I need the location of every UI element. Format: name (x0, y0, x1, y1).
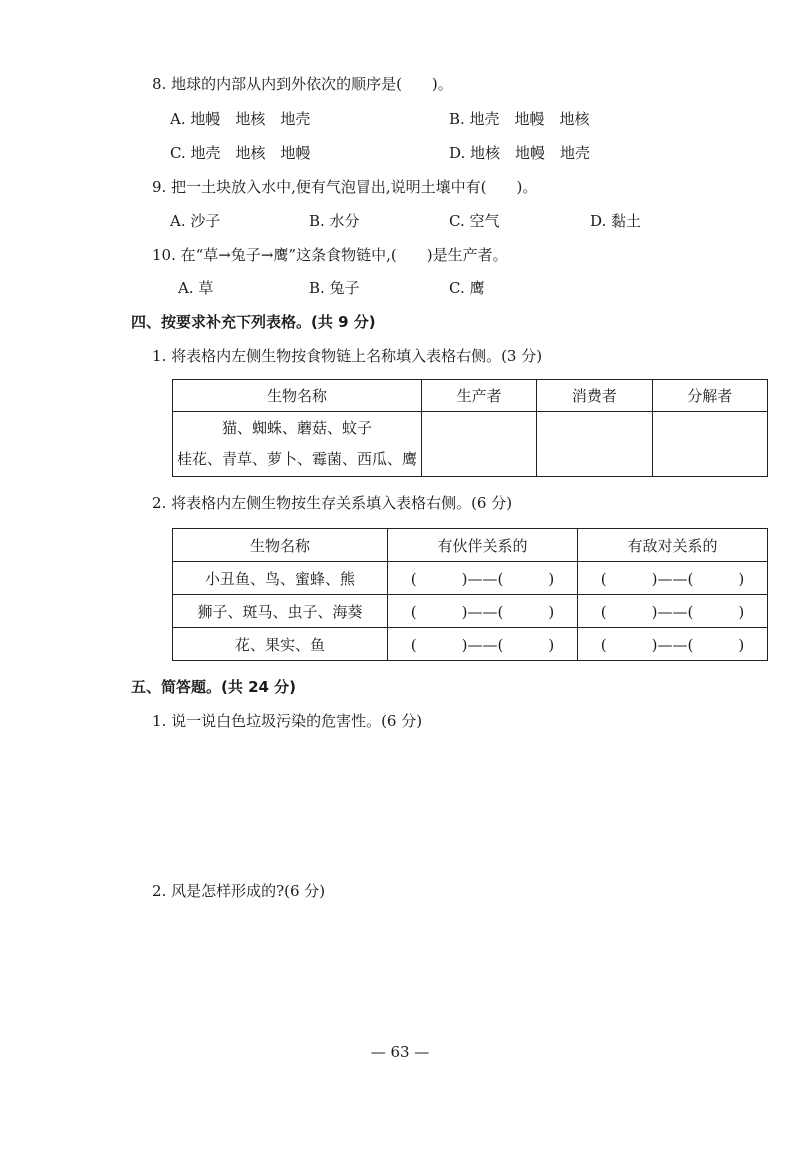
q8-stem: 8. 地球的内部从内到外依次的顺序是( )。 (152, 75, 453, 93)
table2-header-partner: 有伙伴关系的 (388, 529, 578, 562)
q10-option-a: A. 草 (178, 279, 214, 297)
food-chain-table (172, 379, 768, 477)
q9-option-a: A. 沙子 (170, 212, 221, 230)
relationship-table (172, 528, 768, 661)
table2-header-enemy: 有敌对关系的 (578, 529, 768, 562)
q8-option-c: C. 地壳 地核 地幔 (170, 144, 311, 162)
table1-organisms-line1: 猫、蜘蛛、蘑菇、蚊子 (221, 419, 372, 437)
table2-row1-partner-blank[interactable]: ( )——( ) (388, 562, 578, 595)
table2-row2-organisms: 狮子、斑马、虫子、海葵 (173, 595, 388, 628)
table2-row1-organisms: 小丑鱼、鸟、蜜蜂、熊 (173, 562, 388, 595)
section5-q2: 2. 风是怎样形成的?(6 分) (152, 882, 326, 900)
section5-title: 五、简答题。(共 24 分) (131, 678, 297, 696)
q9-option-c: C. 空气 (449, 212, 500, 230)
table1-header-consumer: 消费者 (537, 380, 652, 412)
table1-header-producer: 生产者 (421, 380, 536, 412)
table1-consumer-answer[interactable] (537, 412, 652, 477)
page-number: — 63 — (370, 1043, 430, 1061)
section4-q2: 2. 将表格内左侧生物按生存关系填入表格右侧。(6 分) (152, 494, 513, 512)
table2-row2-partner-blank[interactable]: ( )——( ) (388, 595, 578, 628)
q8-option-a: A. 地幔 地核 地壳 (170, 110, 311, 128)
table1-organisms-cell (173, 412, 422, 477)
q10-stem: 10. 在“草→兔子→鹰”这条食物链中,( )是生产者。 (152, 246, 508, 264)
q10-option-c: C. 鹰 (449, 279, 485, 297)
table2-row3-organisms: 花、果实、鱼 (173, 628, 388, 661)
section4-title: 四、按要求补充下列表格。(共 9 分) (131, 313, 376, 331)
table1-header-decomposer: 分解者 (652, 380, 767, 412)
q8-option-d: D. 地核 地幔 地壳 (449, 144, 591, 162)
section4-q1: 1. 将表格内左侧生物按食物链上名称填入表格右侧。(3 分) (152, 347, 543, 365)
table1-header-name: 生物名称 (173, 380, 422, 412)
table1-organisms-line2: 桂花、青草、萝卜、霉菌、西瓜、鹰 (176, 450, 417, 468)
table2-row3-enemy-blank[interactable]: ( )——( ) (578, 628, 768, 661)
q8-option-b: B. 地壳 地幔 地核 (449, 110, 590, 128)
table1-producer-answer[interactable] (421, 412, 536, 477)
table1-decomposer-answer[interactable] (652, 412, 767, 477)
section5-q1: 1. 说一说白色垃圾污染的危害性。(6 分) (152, 712, 423, 730)
q9-option-d: D. 黏土 (590, 212, 642, 230)
table2-row1-enemy-blank[interactable]: ( )——( ) (578, 562, 768, 595)
q9-option-b: B. 水分 (309, 212, 360, 230)
q9-stem: 9. 把一土块放入水中,便有气泡冒出,说明土壤中有( )。 (152, 178, 538, 196)
table2-row3-partner-blank[interactable]: ( )——( ) (388, 628, 578, 661)
q10-option-b: B. 兔子 (309, 279, 360, 297)
table2-row2-enemy-blank[interactable]: ( )——( ) (578, 595, 768, 628)
table2-header-name: 生物名称 (173, 529, 388, 562)
